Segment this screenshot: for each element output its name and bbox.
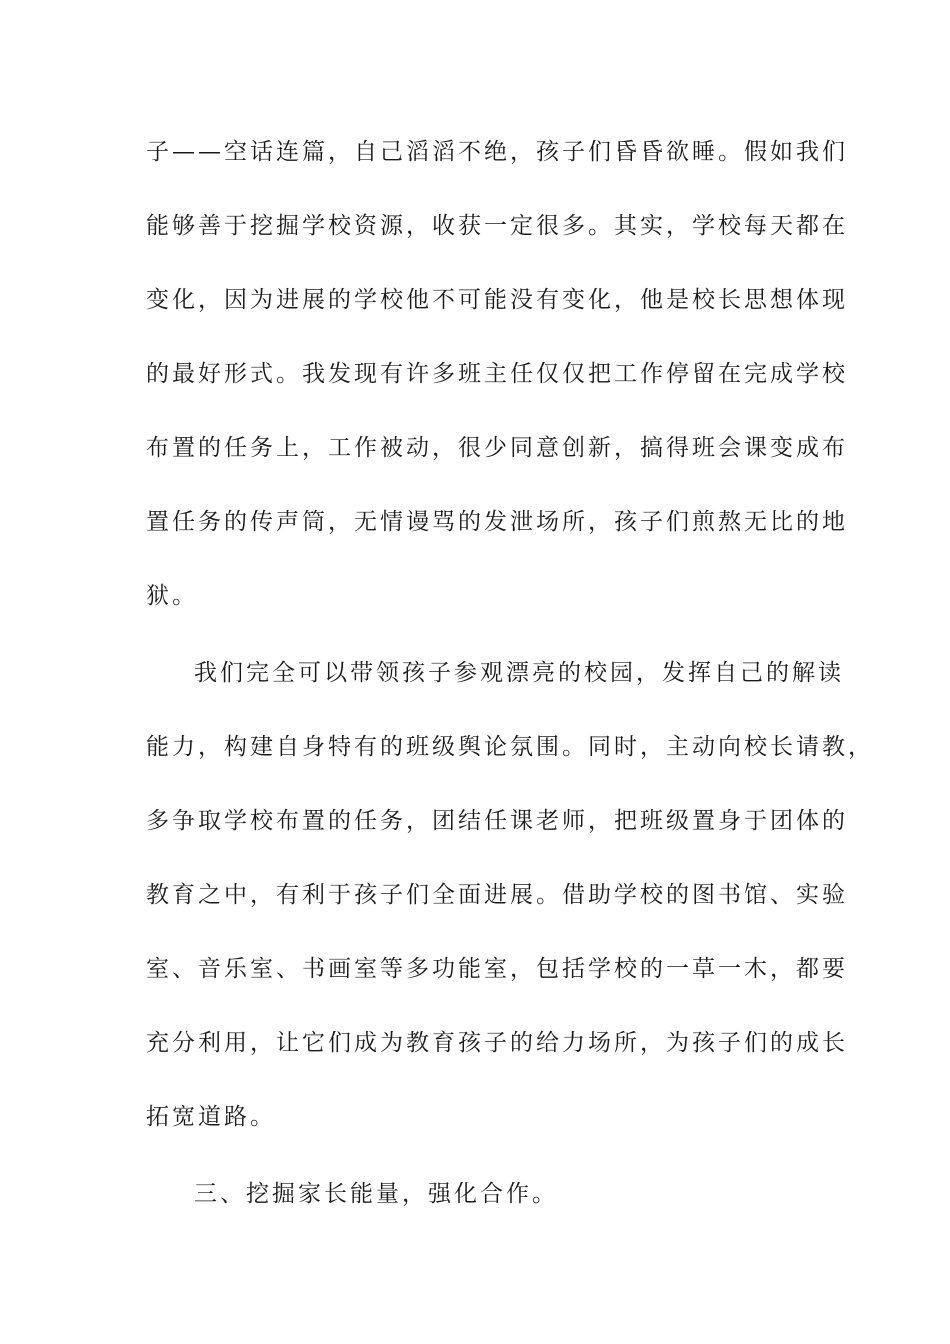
text-line-14: 拓宽道路。	[146, 1104, 276, 1130]
text-line-2: 能够善于挖掘学校资源，收获一定很多。其实，学校每天都在	[146, 213, 848, 239]
text-line-12: 室、音乐室、书画室等多功能室，包括学校的一草一木，都要	[146, 956, 848, 982]
text-line-3: 变化，因为进展的学校他不可能没有变化，他是校长思想体现	[146, 287, 848, 313]
text-line-6: 置任务的传声筒，无情谩骂的发泄场所，孩子们煎熬无比的地	[146, 509, 848, 535]
text-line-10: 多争取学校布置的任务，团结任课老师，把班级置身于团体的	[146, 808, 848, 834]
text-line-5: 布置的任务上，工作被动，很少同意创新，搞得班会课变成布	[146, 435, 848, 461]
text-line-13: 充分利用，让它们成为教育孩子的给力场所，为孩子们的成长	[146, 1030, 848, 1056]
text-line-7: 狱。	[146, 583, 198, 609]
section-heading: 三、挖掘家长能量，强化合作。	[194, 1181, 558, 1207]
text-line-4: 的最好形式。我发现有许多班主任仅仅把工作停留在完成学校	[146, 361, 848, 387]
text-line-9: 能力，构建自身特有的班级舆论氛围。同时，主动向校长请教，	[146, 734, 874, 760]
text-line-1: 子——空话连篇，自己滔滔不绝，孩子们昏昏欲睡。假如我们	[146, 139, 848, 165]
text-line-8: 我们完全可以带领孩子参观漂亮的校园，发挥自己的解读	[194, 660, 844, 686]
text-line-11: 教育之中，有利于孩子们全面进展。借助学校的图书馆、实验	[146, 882, 848, 908]
